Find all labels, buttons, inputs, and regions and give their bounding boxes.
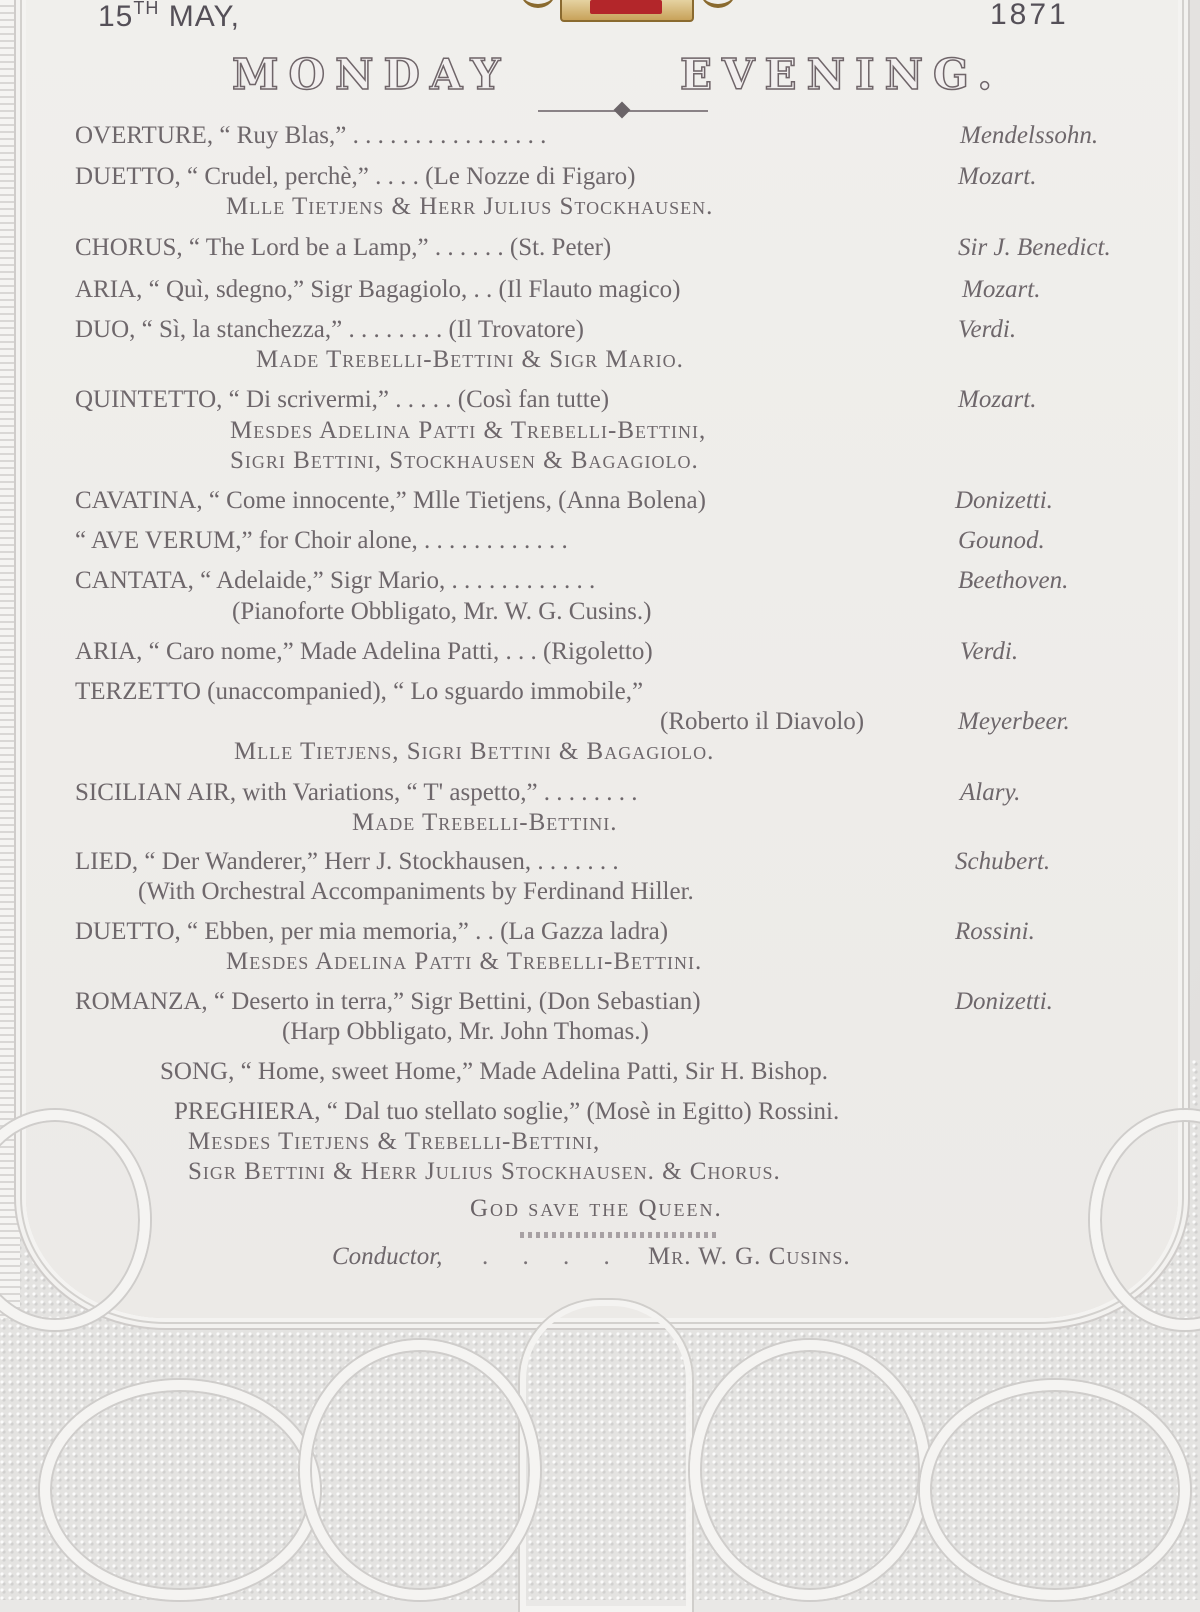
programme-line: SICILIAN AIR, with Variations, “ T' aspetto,” . . . . . . . .: [75, 779, 638, 806]
programme-line: TERZETTO (unaccompanied), “ Lo sguardo immobile,”: [75, 678, 644, 705]
performers-line: Mesdes Adelina Patti & Trebelli-Bettini,: [230, 417, 707, 444]
composer: Schubert.: [955, 848, 1051, 875]
programme-line: OVERTURE, “ Ruy Blas,” . . . . . . . . . . . . . . . .: [75, 122, 547, 149]
royal-crest-icon: [550, 0, 710, 30]
programme-line: DUO, “ Sì, la stanchezza,” . . . . . . . . (Il Trovatore): [75, 316, 584, 343]
composer: Gounod.: [958, 527, 1045, 554]
performers-line: Mesdes Adelina Patti & Trebelli-Bettini.: [226, 948, 703, 975]
programme-line: ARIA, “ Quì, sdegno,” Sigr Bagagiolo, . . (Il Flauto magico): [75, 276, 681, 303]
performers-line: Mlle Tietjens, Sigri Bettini & Bagagiolo.: [234, 738, 715, 765]
crest-red-label: [590, 0, 662, 14]
performers-line: Mlle Tietjens & Herr Julius Stockhausen.: [226, 193, 714, 220]
swirl-ornament-mid-right: [690, 1340, 930, 1600]
performers-line: Sigri Bettini, Stockhausen & Bagagiolo.: [230, 447, 699, 474]
performers-line: Made Trebelli-Bettini.: [352, 809, 618, 836]
composer: Meyerbeer.: [958, 708, 1070, 735]
programme-line: ROMANZA, “ Deserto in terra,” Sigr Bettini, (Don Sebastian): [75, 988, 701, 1015]
programme-line: CAVATINA, “ Come innocente,” Mlle Tietjens, (Anna Bolena): [75, 487, 706, 514]
year: 1871: [990, 0, 1069, 31]
composer: Sir J. Benedict.: [958, 234, 1111, 261]
opera-line: (Roberto il Diavolo): [660, 708, 865, 735]
composer: Donizetti.: [955, 988, 1053, 1015]
conductor-name: Mr. W. G. Cusins.: [648, 1243, 851, 1270]
programme-line: DUETTO, “ Ebben, per mia memoria,” . . (La Gazza ladra): [75, 918, 669, 945]
programme-line: CANTATA, “ Adelaide,” Sigr Mario, . . . . . . . . . . . .: [75, 567, 596, 594]
composer: Rossini.: [955, 918, 1035, 945]
swirl-ornament-right: [920, 1380, 1190, 1600]
performers-line: Sigr Bettini & Herr Julius Stockhausen. & Chorus.: [188, 1158, 781, 1185]
anthem-line: God save the Queen.: [470, 1195, 723, 1222]
performers-line: (Harp Obbligato, Mr. John Thomas.): [282, 1018, 649, 1045]
composer: Donizetti.: [955, 487, 1053, 514]
swirl-ornament-mid-left: [300, 1340, 540, 1600]
composer: Verdi.: [960, 638, 1019, 665]
programme-line: CHORUS, “ The Lord be a Lamp,” . . . . . . (St. Peter): [75, 234, 612, 261]
date-month: MAY,: [168, 0, 240, 33]
composer: Mozart.: [962, 276, 1041, 303]
composer: Mozart.: [958, 163, 1037, 190]
composer: Verdi.: [958, 316, 1017, 343]
composer: Beethoven.: [958, 567, 1069, 594]
composer: Mendelssohn.: [960, 122, 1099, 149]
conductor-leader-dots: . . . .: [482, 1243, 624, 1270]
performers-line: (Pianoforte Obbligato, Mr. W. G. Cusins.): [232, 598, 652, 625]
composer: Mozart.: [958, 386, 1037, 413]
title-word-evening: EVENING.: [679, 50, 1002, 99]
programme-line: LIED, “ Der Wanderer,” Herr J. Stockhausen, . . . . . . .: [75, 848, 619, 875]
date: [98, 0, 240, 34]
date-day: 15: [98, 0, 134, 33]
date-suffix: TH: [133, 0, 160, 18]
page-title: [232, 50, 1002, 99]
programme-line: ARIA, “ Caro nome,” Made Adelina Patti, . . . (Rigoletto): [75, 638, 653, 665]
performers-line: Made Trebelli-Bettini & Sigr Mario.: [256, 346, 684, 373]
bottom-ornament-arch: [520, 1300, 692, 1612]
programme-line: SONG, “ Home, sweet Home,” Made Adelina Patti, Sir H. Bishop.: [160, 1058, 828, 1085]
anthem-rule: [520, 1232, 720, 1238]
programme-line: DUETTO, “ Crudel, perchè,” . . . . (Le Nozze di Figaro): [75, 163, 636, 190]
conductor-label: Conductor,: [332, 1243, 443, 1270]
swirl-ornament-left: [40, 1380, 320, 1600]
composer: Alary.: [960, 779, 1021, 806]
programme-line: PREGHIERA, “ Dal tuo stellato soglie,” (Mosè in Egitto) Rossini.: [174, 1098, 840, 1125]
programme-line: QUINTETTO, “ Di scrivermi,” . . . . . (Così fan tutte): [75, 386, 610, 413]
performers-line: Mesdes Tietjens & Trebelli-Bettini,: [188, 1128, 601, 1155]
performers-line: (With Orchestral Accompaniments by Ferdinand Hiller.: [138, 878, 694, 905]
title-word-monday: MONDAY: [232, 50, 511, 99]
programme-line: “ AVE VERUM,” for Choir alone, . . . . . . . . . . . .: [75, 527, 568, 554]
